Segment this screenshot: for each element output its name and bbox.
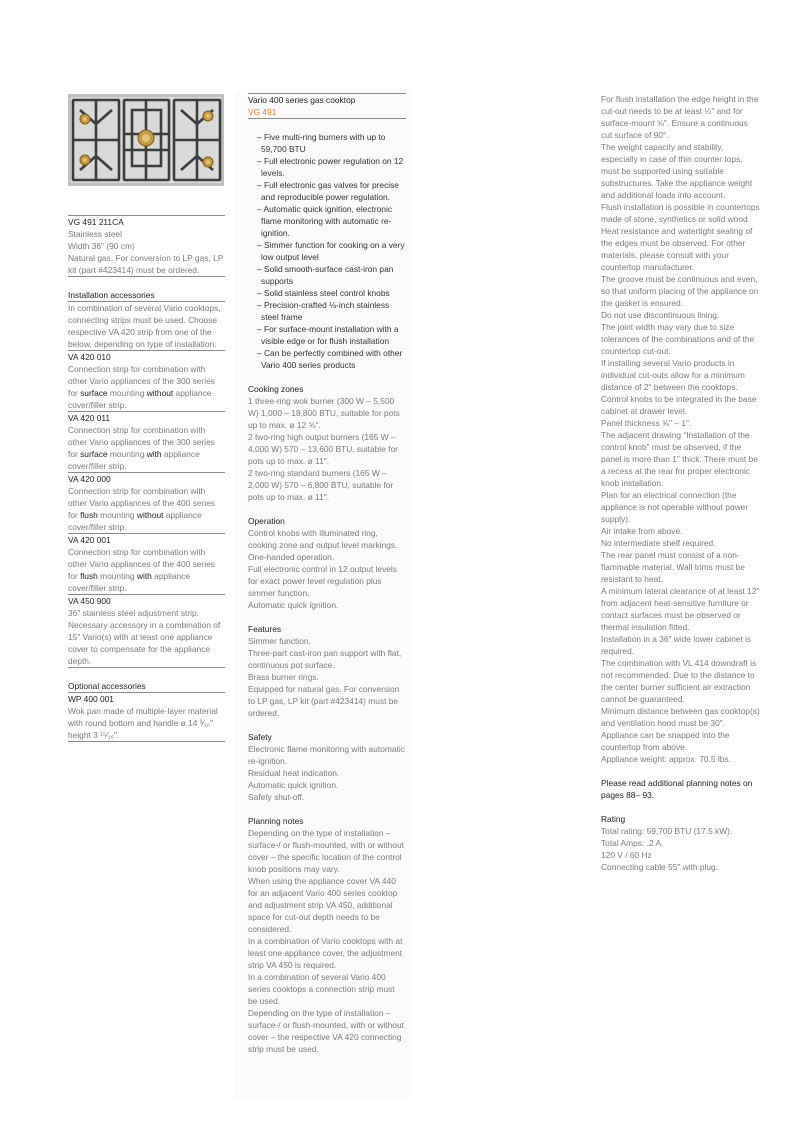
accessory-item <box>68 534 225 595</box>
spec-section-planning-notes <box>248 815 406 1055</box>
planning-paragraph: The weight capacity and stability, especially in case of thin counter tops, must be supported using suitable substructures. Take the appliance weight and additional loads into account. <box>601 142 753 200</box>
section-paragraph: 2 two-ring high output burners (165 W – 4,000 W) 570 – 13,600 BTU, suitable for pots up to max. ø 11". <box>248 432 398 466</box>
column-planning-notes-continued <box>601 93 761 873</box>
rating-heading: Rating <box>601 814 626 824</box>
rating-section <box>601 813 761 873</box>
feature-bullet: – For surface-mount installation with a visible edge or for flush installation <box>257 324 399 346</box>
accessory-description <box>68 546 225 594</box>
description-text: mounting <box>97 510 137 520</box>
accessory-item <box>68 693 225 742</box>
product-spec-line: Width 36" (90 cm) <box>68 241 135 251</box>
rating-line: 120 V / 60 Hz <box>601 850 652 860</box>
section-paragraph: Depending on the type of installation – surface-/ or flush-mounted, with or without cover – the specific location of the control knob positions may vary. <box>248 828 404 874</box>
planning-paragraph: No intermediate shelf required. <box>601 538 716 548</box>
description-text: mounting <box>107 388 147 398</box>
section-paragraph: Simmer function. <box>248 636 311 646</box>
rating-line: Connecting cable 55" with plug. <box>601 862 719 872</box>
description-text: appliance cover/filler strip. <box>68 571 191 593</box>
planning-paragraph: The groove must be continuous and even, so that uniform placing of the appliance on the gasket is ensured. <box>601 274 759 308</box>
planning-paragraph: Control knobs to be integrated in the base cabinet at drawer level. <box>601 394 757 416</box>
emphasis-text: flush <box>80 510 98 520</box>
section-heading: Operation <box>248 516 285 526</box>
planning-paragraph: The joint width may vary due to size tolerances of the combinations and of the countertop cut-out. <box>601 322 755 356</box>
feature-bullet: – Full electronic gas valves for precise and reproducible power regulation. <box>257 180 399 202</box>
emphasis-text: surface <box>80 449 108 459</box>
accessory-code: VA 420 011 <box>68 413 111 423</box>
rating-line: Total rating: 59,700 BTU (17.5 kW). <box>601 826 733 836</box>
section-paragraph: When using the appliance cover VA 440 for an adjacent Vario 400 series cooktop and adjustment strip VA 450, additional space for cut-out depth needs to be considered. <box>248 876 398 934</box>
planning-paragraph: The rear panel must consist of a non-flammable material. Wall trims must be resistant to heat. <box>601 550 745 584</box>
accessory-code: VA 450 900 <box>68 596 111 606</box>
planning-paragraph: Do not use discontinuous lining. <box>601 310 720 320</box>
emphasis-text: without <box>136 510 164 520</box>
column-product-features <box>248 93 406 1055</box>
planning-paragraph: Minimum distance between gas cooktop(s) and ventilation hood must be 30". <box>601 706 760 728</box>
accessory-description <box>68 363 225 411</box>
optional-accessories-heading: Optional accessories <box>68 680 225 693</box>
product-spec-line: Natural gas. For conversion to LP gas, LP kit (part #423414) must be ordered. <box>68 253 224 275</box>
feature-bullet: – Full electronic power regulation on 12 levels. <box>257 156 404 178</box>
column-ordering-info <box>68 215 225 742</box>
accessory-code: VA 420 001 <box>68 535 111 545</box>
section-paragraph: In a combination of Vario cooktops with at least one appliance cover, the adjustment strip VA 450 is required. <box>248 936 403 970</box>
emphasis-text: with <box>146 449 162 459</box>
planning-paragraph: For flush installation the edge height in the cut-out needs to be at least ½" and for surface-mount ⅝". Ensure a continuous cut surface of 90°. <box>601 94 759 140</box>
accessory-code: VA 420 000 <box>68 474 111 484</box>
emphasis-text: without <box>146 388 174 398</box>
planning-paragraph: Air intake from above. <box>601 526 683 536</box>
planning-paragraph: Plan for an electrical connection (the appliance is not operable without power supply). <box>601 490 749 524</box>
emphasis-text: flush <box>80 571 98 581</box>
accessory-item <box>68 351 225 412</box>
section-heading: Planning notes <box>248 816 304 826</box>
emphasis-text: with <box>136 571 152 581</box>
feature-bullet: – Solid stainless steel control knobs <box>257 288 390 298</box>
product-block <box>68 215 225 277</box>
feature-bullet: – Solid smooth-surface cast-iron pan supports <box>257 264 394 286</box>
accessory-code: WP 400 001 <box>68 694 114 704</box>
section-paragraph: In a combination of several Vario 400 series cooktops a connection strip must be used. <box>248 972 395 1006</box>
planning-notes-reference: Please read additional planning notes on pages 88– 93. <box>601 778 753 800</box>
section-paragraph: 2 two-ring standard burners (165 W – 2,000 W) 570 – 6,800 BTU, suitable for pots up to max. ø 11". <box>248 468 394 502</box>
section-paragraph: Electronic flame monitoring with automatic re-ignition. <box>248 744 405 766</box>
accessory-description <box>68 607 225 667</box>
description-text: Connection strip for combination with other Vario appliances of the 400 series for <box>68 486 215 520</box>
spec-section-operation <box>248 515 406 611</box>
product-spec-line: Stainless steel <box>68 229 122 239</box>
installation-accessories-heading: Installation accessories <box>68 289 225 302</box>
product-model: VG 491 211CA <box>68 217 124 227</box>
description-text: mounting <box>107 449 147 459</box>
accessory-code: VA 420 010 <box>68 352 111 362</box>
planning-paragraph: If installing several Vario products in individual cut-outs allow for a minimum distance of 2" between the cooktops. <box>601 358 745 392</box>
feature-bullet: – Simmer function for cooking on a very low output level <box>257 240 405 262</box>
planning-paragraph: Panel thickness ⅝" – 1". <box>601 418 692 428</box>
product-model-number: VG 491 <box>248 107 277 117</box>
planning-paragraph: Flush installation is possible in countertops made of stone, synthetics or solid wood. Heat resistance and watertight sealing of the edges must be observed. For other materials, please consult with your countertop manufacturer. <box>601 202 760 272</box>
planning-paragraph: Appliance weight: approx. 70.5 lbs. <box>601 754 731 764</box>
optional-accessories-section <box>68 680 225 742</box>
description-text: appliance cover/filler strip. <box>68 510 202 532</box>
spec-section-features <box>248 623 406 719</box>
feature-bullet: – Automatic quick ignition, electronic flame monitoring with automatic re-ignition. <box>257 204 393 238</box>
description-text: mounting <box>97 571 137 581</box>
accessory-description <box>68 705 225 741</box>
feature-bullet: – Can be perfectly combined with other Vario 400 series products <box>257 348 403 370</box>
description-text: Wok pan made of multiple-layer material with round bottom and handle ø 14 ³⁄₁₆" height 3 ¹⁵⁄₁₆". <box>68 706 218 740</box>
installation-accessories-section <box>68 289 225 668</box>
description-text: Connection strip for combination with other Vario appliances of the 300 series for <box>68 425 215 459</box>
cooktop-product-image <box>68 94 224 186</box>
section-paragraph: Full electronic control in 12 output levels for exact power level regulation plus simmer function. <box>248 564 397 598</box>
section-heading: Cooking zones <box>248 384 304 394</box>
section-paragraph: Automatic quick ignition. <box>248 600 339 610</box>
feature-bullet-list <box>248 131 406 371</box>
accessory-description <box>68 424 225 472</box>
accessory-item <box>68 473 225 534</box>
section-paragraph: Residual heat indication. <box>248 768 340 778</box>
description-text: 36" stainless steel adjustment strip. Necessary accessory in a combination of 15" Vario(s) with at least one appliance cover to compensate for the appliance depth. <box>68 608 221 666</box>
section-paragraph: Safety shut-off. <box>248 792 305 802</box>
accessory-description <box>68 485 225 533</box>
section-paragraph: Three-part cast-iron pan support with flat, continuous pot surface. <box>248 648 402 670</box>
description-text: appliance cover/filler strip. <box>68 388 212 410</box>
section-paragraph: Depending on the type of installation – surface-/ or flush-mounted, with or without cover – the respective VA 420 connecting strip must be used. <box>248 1008 404 1054</box>
feature-bullet: – Precision-crafted ⅛-inch stainless steel frame <box>257 300 390 322</box>
section-heading: Safety <box>248 732 272 742</box>
product-subtitle: Vario 400 series gas cooktop <box>248 95 356 105</box>
planning-paragraph: The combination with VL 414 downdraft is not recommended. Due to the distance to the center burner sufficient air extraction cannot be guaranteed. <box>601 658 757 704</box>
description-text: appliance cover/filler strip. <box>68 449 200 471</box>
section-paragraph: Control knobs with illuminated ring, cooking zone and output level markings. <box>248 528 398 550</box>
emphasis-text: surface <box>80 388 108 398</box>
product-header <box>248 93 406 119</box>
installation-intro: In combination of several Vario cooktops, connecting strips must be used. Choose respective VA 420 strip from one of the below, depending on type of installation. <box>68 302 225 351</box>
section-heading: Features <box>248 624 282 634</box>
description-text: Connection strip for combination with other Vario appliances of the 400 series for <box>68 547 215 581</box>
planning-paragraph: A minimum lateral clearance of at least 12" from adjacent heat-sensitive furniture or contact surfaces must be observed or thermal insulation fitted. <box>601 586 760 632</box>
rating-line: Total Amps: .2 A. <box>601 838 664 848</box>
spec-section-cooking-zones <box>248 383 406 503</box>
accessory-item <box>68 412 225 473</box>
planning-paragraph: The adjacent drawing “Installation of the control knob” must be observed, if the panel is more than 1" thick. There must be a recess at the rear for proper electronic knob installation. <box>601 430 758 488</box>
section-paragraph: Equipped for natural gas. For conversion to LP gas, LP kit (part #423414) must be ordered. <box>248 684 400 718</box>
planning-paragraph: Installation in a 36" wide lower cabinet is required. <box>601 634 752 656</box>
section-paragraph: 1 three-ring wok burner (300 W – 5,500 W) 1,000 – 18,800 BTU, suitable for pots up to max. ø 12 ⅝". <box>248 396 400 430</box>
spec-section-safety <box>248 731 406 803</box>
description-text: Connection strip for combination with other Vario appliances of the 300 series for <box>68 364 215 398</box>
accessory-item <box>68 595 225 668</box>
section-paragraph: Brass burner rings. <box>248 672 319 682</box>
section-paragraph: Automatic quick ignition. <box>248 780 339 790</box>
section-paragraph: One-handed operation. <box>248 552 335 562</box>
feature-bullet: – Five multi-ring burners with up to 59,700 BTU <box>257 132 386 154</box>
planning-paragraph: Appliance can be snapped into the countertop from above. <box>601 730 730 752</box>
